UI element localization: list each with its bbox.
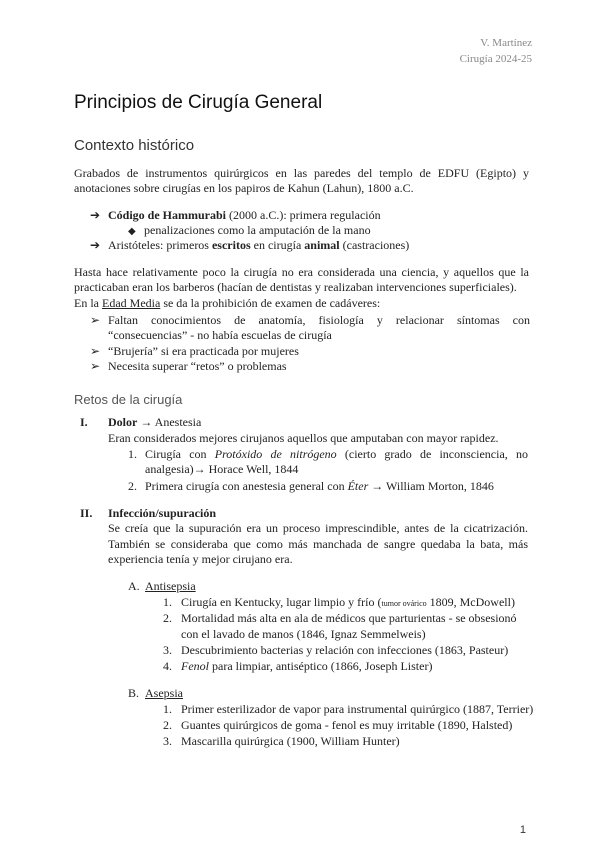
para-text-post: se da la prohibición de examen de cadáveres: [160, 296, 381, 310]
check-bullet-icon: ➢ [90, 344, 101, 358]
bullet-text-pre: Aristóteles: primeros [108, 238, 212, 252]
context-paragraph-barberos: Hasta hace relativamente poco la cirugía no era considerada una ciencia, y aquellos que la practicaban eran los barberos (hacían de dentistas y realizaban intervenciones superficiales). [74, 265, 529, 294]
antisepsia-letter: A. [128, 579, 140, 593]
sub-text-post: → William Morton, 1846 [368, 479, 494, 493]
diamond-bullet-icon: ◆ [128, 226, 136, 237]
check-item-text: “Brujería” si era practicada por mujeres [108, 344, 299, 358]
item-text-post: para limpiar, antiséptico (1866, Joseph Lister) [209, 659, 433, 673]
context-intro-paragraph: Grabados de instrumentos quirúrgicos en las paredes del templo de EDFU (Egipto) y anotaciones sobre cirugías en los papiros de Kahun (Lahun), 1800 a.C. [74, 166, 529, 195]
header-course: Cirugía 2024-25 [459, 53, 532, 65]
antisepsia-item-3: Descubrimiento bacterias y relación con infecciones (1863, Pasteur) [181, 643, 509, 657]
bullet-hammurabi [90, 208, 381, 223]
sub-bullet-penalizaciones [128, 223, 371, 239]
arrow-bullet-icon: ➔ [90, 238, 101, 252]
check-item-1 [90, 313, 530, 343]
antisepsia-item-2: Mortalidad más alta en ala de médicos que parturientas - se obsesionó con el lavado de manos (1846, Ignaz Semmelweis) [181, 611, 517, 641]
asepsia-item-2: Guantes quirúrgicos de goma - fenol es muy irritable (1890, Halsted) [181, 718, 513, 732]
antisepsia-item-4 [181, 659, 432, 674]
sub-text-italic: Éter [347, 479, 369, 493]
asepsia-letter: B. [128, 686, 140, 700]
roman-numeral-1: I. [80, 415, 88, 429]
reto-infeccion-description: Se creía que la supuración era un proceso imprescindible, antes de la cicatrización. También se consideraba que como más manchada de sangre quedaba la bata, más experiencia tenía y mejor cirujano era. [108, 521, 528, 566]
context-paragraph-edad-media [74, 296, 380, 311]
reto-dolor-sub1 [145, 447, 528, 477]
bullet-bold-text: Código de Hammurabi [108, 208, 227, 222]
check-item-3 [90, 359, 287, 374]
item-text-post: 1809, McDowell) [426, 595, 515, 609]
reto-title-arrow-text: → Anestesia [137, 415, 202, 429]
check-item-2 [90, 344, 299, 359]
reto-infeccion-title: Infección/supuración [108, 506, 217, 520]
check-item-text: Necesita superar “retos” o problemas [108, 359, 287, 373]
header-author: V. Martínez [480, 37, 532, 49]
asepsia-item-3-num: 3. [163, 734, 172, 748]
check-bullet-icon: ➢ [90, 313, 101, 327]
roman-numeral-2: II. [80, 506, 93, 520]
asepsia-item-1-num: 1. [163, 702, 172, 716]
sub-bullet-text: penalizaciones como la amputación de la mano [144, 223, 371, 237]
bullet-text-post: (castraciones) [339, 238, 410, 252]
item-text-italic: Fenol [181, 659, 209, 673]
section-heading-retos: Retos de la cirugía [74, 392, 183, 407]
asepsia-label: Asepsia [145, 686, 183, 700]
reto-dolor-sub2 [145, 479, 494, 494]
bullet-aristoteles [90, 238, 409, 253]
antisepsia-item-3-num: 3. [163, 643, 172, 657]
reto-dolor-description: Eran considerados mejores cirujanos aquellos que amputaban con mayor rapidez. [108, 431, 499, 445]
reto-dolor-sub1-num: 1. [128, 447, 137, 461]
page-title: Principios de Cirugía General [74, 92, 323, 113]
antisepsia-item-1 [181, 595, 515, 611]
check-item-text: Faltan conocimientos de anatomía, fisiología y relacionar síntomas con “consecuencias” - no había escuelas de cirugía [108, 313, 530, 342]
antisepsia-item-1-num: 1. [163, 595, 172, 609]
asepsia-item-3: Mascarilla quirúrgica (1900, William Hunter) [181, 734, 400, 748]
edad-media-link[interactable]: Edad Media [102, 296, 161, 310]
sub-text-post: (cierto grado de inconsciencia, no analgesia)→ Horace Well, 1844 [145, 447, 528, 476]
asepsia-item-1: Primer esterilizador de vapor para instrumental quirúrgico (1887, Terrier) [181, 702, 534, 716]
sub-text-pre: Cirugía con [145, 447, 215, 461]
item-text-pre: Cirugía en Kentucky, lugar limpio y frío ( [181, 595, 382, 609]
check-bullet-icon: ➢ [90, 359, 101, 373]
antisepsia-label: Antisepsia [145, 579, 196, 593]
sub-text-pre: Primera cirugía con anestesia general con [145, 479, 348, 493]
sub-text-italic: Protóxido de nitrógeno [214, 447, 337, 461]
antisepsia-item-4-num: 4. [163, 659, 172, 673]
bullet-text: (2000 a.C.): primera regulación [226, 208, 381, 222]
arrow-bullet-icon: ➔ [90, 208, 101, 222]
section-heading-context: Contexto histórico [74, 137, 195, 154]
asepsia-item-2-num: 2. [163, 718, 172, 732]
antisepsia-item-2-num: 2. [163, 611, 172, 625]
reto-dolor-title [108, 415, 201, 430]
bullet-bold-escritos: escritos [211, 238, 251, 252]
para-text-pre: En la [74, 296, 102, 310]
page-number: 1 [519, 824, 526, 836]
item-text-small: tumor ovárico [381, 599, 427, 608]
reto-title-bold: Dolor [108, 415, 138, 429]
reto-dolor-sub2-num: 2. [128, 479, 137, 493]
bullet-bold-animal: animal [304, 238, 340, 252]
bullet-text-mid: en cirugía [250, 238, 305, 252]
